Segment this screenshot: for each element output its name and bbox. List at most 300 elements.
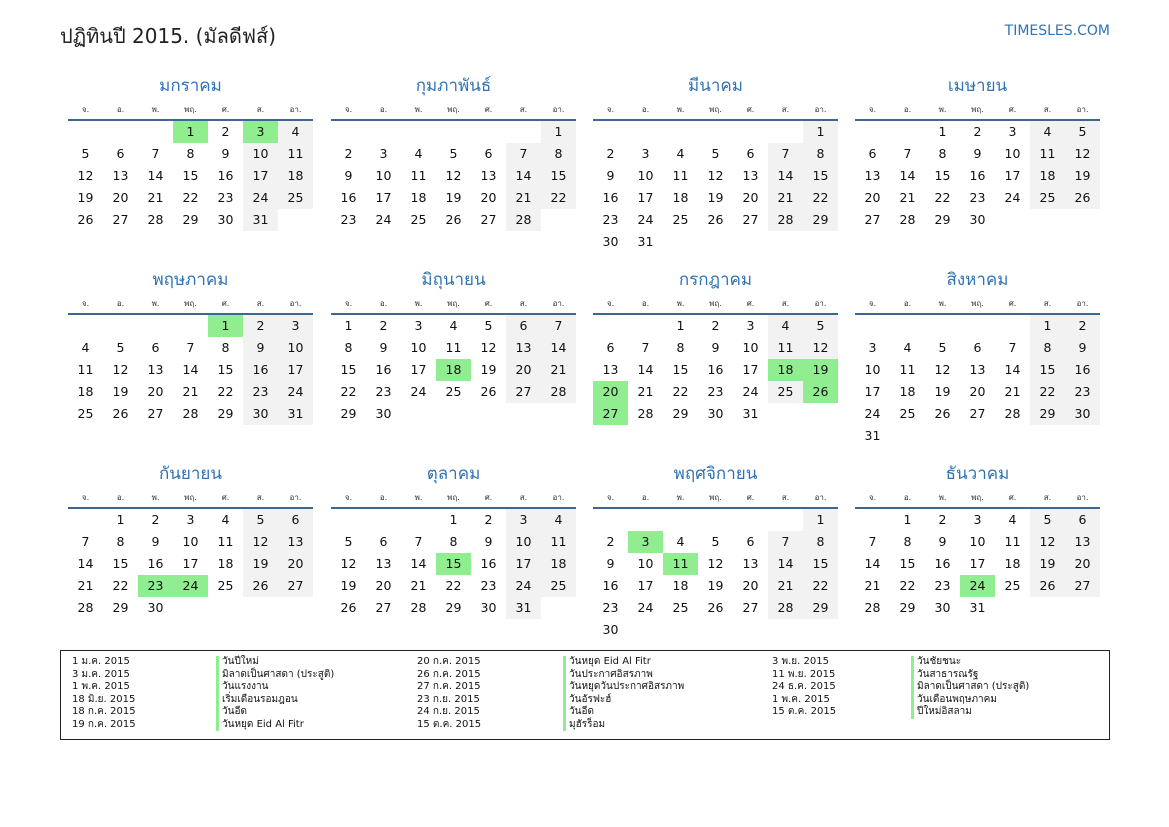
day-cell: 17 xyxy=(637,578,654,593)
weekday-label: อ. xyxy=(641,299,650,308)
weekday-label: จ. xyxy=(344,105,353,114)
day-cell: 2 xyxy=(711,318,720,333)
holiday-name: วันอัรฟะฮ์ xyxy=(563,694,611,707)
day-cell: 17 xyxy=(742,362,759,377)
day-cell: 2 xyxy=(606,534,615,549)
day-cell: 8 xyxy=(1030,337,1065,359)
day-cell: 14 xyxy=(899,168,916,183)
day-cell: 7 xyxy=(541,315,576,337)
day-cell: 27 xyxy=(864,212,881,227)
weekday-label: ศ. xyxy=(484,299,493,308)
holiday-date: 18 มิ.ย. 2015 xyxy=(72,693,136,705)
day-cell: 25 xyxy=(77,406,94,421)
day-cell: 10 xyxy=(410,340,427,355)
day-cell: 13 xyxy=(375,556,392,571)
weekday-label: จ. xyxy=(868,299,877,308)
month-name: กุมภาพันธ์ xyxy=(415,76,492,96)
holiday-name: มิลาดเป็นศาสดา (ประสูติ) xyxy=(216,669,334,682)
day-cell: 2 xyxy=(973,124,982,139)
day-cell: 23 xyxy=(480,578,497,593)
day-cell: 20 xyxy=(112,190,129,205)
holiday-day-cell: 24 xyxy=(960,575,995,597)
day-cell: 13 xyxy=(112,168,129,183)
weekday-label: จ. xyxy=(81,105,90,114)
day-cell: 14 xyxy=(864,556,881,571)
weekday-label: อา. xyxy=(1076,299,1089,308)
weekday-label: พฤ. xyxy=(709,299,722,308)
day-cell: 19 xyxy=(1065,165,1100,187)
day-cell: 9 xyxy=(243,337,278,359)
weekday-label: อา. xyxy=(289,105,302,114)
day-cell: 22 xyxy=(672,384,689,399)
weekday-label: พฤ. xyxy=(184,493,197,502)
holiday-date: 15 ต.ค. 2015 xyxy=(417,718,482,730)
weekday-label: พ. xyxy=(938,493,947,502)
day-cell: 26 xyxy=(1065,187,1100,209)
day-cell: 3 xyxy=(186,512,195,527)
day-cell: 25 xyxy=(445,384,462,399)
day-cell: 27 xyxy=(506,381,541,403)
weekday-label: จ. xyxy=(868,105,877,114)
holiday-name: มิลาดเป็นศาสดา (ประสูติ) xyxy=(911,681,1029,694)
page-title: ปฏิทินปี 2015. (มัลดีฟส์) xyxy=(60,24,277,48)
weekday-label: ส. xyxy=(1043,493,1052,502)
day-cell: 21 xyxy=(637,384,654,399)
holiday-name: ปีใหม่อิสลาม xyxy=(911,706,972,719)
day-cell: 11 xyxy=(1004,534,1021,549)
weekday-label: ศ. xyxy=(221,493,230,502)
day-cell: 18 xyxy=(77,384,94,399)
day-cell: 5 xyxy=(116,340,125,355)
day-cell: 15 xyxy=(803,165,838,187)
day-cell: 9 xyxy=(938,534,947,549)
day-cell: 14 xyxy=(410,556,427,571)
day-cell: 31 xyxy=(864,428,881,443)
day-cell: 10 xyxy=(375,168,392,183)
header-divider xyxy=(331,119,576,121)
day-cell: 23 xyxy=(340,212,357,227)
weekday-label: พ. xyxy=(676,493,685,502)
weekday-label: จ. xyxy=(606,493,615,502)
day-cell: 1 xyxy=(449,512,458,527)
day-cell: 24 xyxy=(243,187,278,209)
day-cell: 26 xyxy=(243,575,278,597)
day-cell: 4 xyxy=(81,340,90,355)
day-cell: 29 xyxy=(934,212,951,227)
day-cell: 3 xyxy=(868,340,877,355)
day-cell: 22 xyxy=(541,187,576,209)
holiday-day-cell: 27 xyxy=(593,403,628,425)
weekday-label: พฤ. xyxy=(971,493,984,502)
holiday-name: วันชัยชนะ xyxy=(911,656,961,669)
day-cell: 6 xyxy=(278,509,313,531)
day-cell: 8 xyxy=(186,146,195,161)
day-cell: 9 xyxy=(973,146,982,161)
day-cell: 8 xyxy=(803,143,838,165)
day-cell: 23 xyxy=(375,384,392,399)
holiday-date: 1 ม.ค. 2015 xyxy=(72,656,130,667)
day-cell: 28 xyxy=(768,209,803,231)
day-cell: 28 xyxy=(410,600,427,615)
day-cell: 11 xyxy=(77,362,94,377)
day-cell: 7 xyxy=(768,143,803,165)
holiday-date: 20 ก.ค. 2015 xyxy=(417,656,481,667)
day-cell: 7 xyxy=(903,146,912,161)
day-cell: 26 xyxy=(480,384,497,399)
day-cell: 27 xyxy=(742,600,759,615)
day-cell: 9 xyxy=(151,534,160,549)
day-cell: 12 xyxy=(707,556,724,571)
day-cell: 16 xyxy=(602,190,619,205)
day-cell: 23 xyxy=(602,600,619,615)
day-cell: 10 xyxy=(278,337,313,359)
day-cell: 15 xyxy=(340,362,357,377)
day-cell: 18 xyxy=(672,578,689,593)
weekday-label: จ. xyxy=(606,299,615,308)
day-cell: 10 xyxy=(742,340,759,355)
day-cell: 6 xyxy=(606,340,615,355)
day-cell: 16 xyxy=(602,578,619,593)
day-cell: 16 xyxy=(243,359,278,381)
day-cell: 30 xyxy=(602,622,619,637)
day-cell: 5 xyxy=(344,534,353,549)
holiday-day-cell: 3 xyxy=(628,531,663,553)
day-cell: 1 xyxy=(903,512,912,527)
month-name: พฤษภาคม xyxy=(152,270,229,290)
day-cell: 7 xyxy=(414,534,423,549)
day-cell: 6 xyxy=(151,340,160,355)
day-cell: 8 xyxy=(903,534,912,549)
day-cell: 28 xyxy=(1004,406,1021,421)
day-cell: 20 xyxy=(147,384,164,399)
weekday-label: พ. xyxy=(938,299,947,308)
day-cell: 25 xyxy=(1004,578,1021,593)
day-cell: 6 xyxy=(973,340,982,355)
day-cell: 4 xyxy=(1008,512,1017,527)
day-cell: 28 xyxy=(768,597,803,619)
day-cell: 23 xyxy=(969,190,986,205)
weekday-label: พ. xyxy=(151,493,160,502)
weekday-label: อา. xyxy=(552,299,565,308)
day-cell: 28 xyxy=(637,406,654,421)
holiday-date: 3 พ.ย. 2015 xyxy=(772,656,829,667)
holiday-day-cell: 26 xyxy=(803,381,838,403)
day-cell: 26 xyxy=(707,600,724,615)
day-cell: 10 xyxy=(506,531,541,553)
day-cell: 11 xyxy=(445,340,462,355)
day-cell: 16 xyxy=(147,556,164,571)
day-cell: 26 xyxy=(1030,575,1065,597)
month-block xyxy=(331,460,576,635)
weekday-label: พ. xyxy=(676,299,685,308)
weekday-label: ศ. xyxy=(746,299,755,308)
day-cell: 3 xyxy=(414,318,423,333)
weekday-label: อ. xyxy=(903,105,912,114)
month-block xyxy=(68,72,313,247)
day-cell: 3 xyxy=(641,146,650,161)
day-cell: 2 xyxy=(606,146,615,161)
weekday-label: อ. xyxy=(379,299,388,308)
day-cell: 2 xyxy=(938,512,947,527)
day-cell: 6 xyxy=(116,146,125,161)
weekday-label: อ. xyxy=(379,105,388,114)
day-cell: 3 xyxy=(506,509,541,531)
day-cell: 25 xyxy=(217,578,234,593)
day-cell: 11 xyxy=(541,531,576,553)
day-cell: 23 xyxy=(602,212,619,227)
day-cell: 4 xyxy=(768,315,803,337)
weekday-label: พฤ. xyxy=(709,493,722,502)
day-cell: 21 xyxy=(506,187,541,209)
day-cell: 12 xyxy=(77,168,94,183)
month-name: มิถุนายน xyxy=(421,270,486,290)
day-cell: 31 xyxy=(243,209,278,231)
day-cell: 26 xyxy=(340,600,357,615)
day-cell: 11 xyxy=(672,168,689,183)
weekday-label: ศ. xyxy=(1008,299,1017,308)
holiday-day-cell: 18 xyxy=(768,359,803,381)
day-cell: 3 xyxy=(973,512,982,527)
holiday-date: 27 ก.ค. 2015 xyxy=(417,681,481,692)
holiday-date: 26 ก.ค. 2015 xyxy=(417,668,481,680)
weekday-label: อ. xyxy=(116,493,125,502)
weekday-label: ศ. xyxy=(1008,493,1017,502)
weekday-label: พ. xyxy=(414,299,423,308)
holiday-name: วันอีด xyxy=(216,706,247,719)
weekday-label: ส. xyxy=(519,493,528,502)
day-cell: 15 xyxy=(217,362,234,377)
day-cell: 30 xyxy=(934,600,951,615)
day-cell: 14 xyxy=(768,553,803,575)
holiday-date: 3 ม.ค. 2015 xyxy=(72,668,130,680)
holiday-date: 19 ก.ค. 2015 xyxy=(72,718,136,730)
day-cell: 28 xyxy=(506,209,541,231)
day-cell: 1 xyxy=(344,318,353,333)
weekday-label: ส. xyxy=(781,299,790,308)
weekday-label: ส. xyxy=(256,105,265,114)
weekday-label: อา. xyxy=(552,105,565,114)
day-cell: 11 xyxy=(410,168,427,183)
weekday-label: พ. xyxy=(151,105,160,114)
day-cell: 29 xyxy=(112,600,129,615)
weekday-label: พ. xyxy=(151,299,160,308)
month-name: ตุลาคม xyxy=(426,464,481,484)
holiday-name: วันแรงงาน xyxy=(216,681,268,694)
day-cell: 30 xyxy=(1065,403,1100,425)
day-cell: 9 xyxy=(484,534,493,549)
day-cell: 19 xyxy=(112,384,129,399)
month-block xyxy=(331,72,576,247)
day-cell: 16 xyxy=(934,556,951,571)
day-cell: 12 xyxy=(707,168,724,183)
day-cell: 17 xyxy=(278,359,313,381)
day-cell: 21 xyxy=(147,190,164,205)
day-cell: 8 xyxy=(344,340,353,355)
day-cell: 22 xyxy=(217,384,234,399)
day-cell: 24 xyxy=(742,384,759,399)
day-cell: 20 xyxy=(864,190,881,205)
day-cell: 13 xyxy=(1065,531,1100,553)
month-block xyxy=(855,72,1100,247)
day-cell: 29 xyxy=(340,406,357,421)
day-cell: 13 xyxy=(969,362,986,377)
day-cell: 15 xyxy=(899,556,916,571)
day-cell: 23 xyxy=(707,384,724,399)
weekday-label: จ. xyxy=(81,299,90,308)
weekday-label: พฤ. xyxy=(184,299,197,308)
day-cell: 18 xyxy=(899,384,916,399)
day-cell: 6 xyxy=(379,534,388,549)
day-cell: 18 xyxy=(541,553,576,575)
day-cell: 8 xyxy=(221,340,230,355)
day-cell: 21 xyxy=(864,578,881,593)
day-cell: 27 xyxy=(147,406,164,421)
day-cell: 20 xyxy=(506,359,541,381)
weekday-label: อา. xyxy=(1076,493,1089,502)
day-cell: 9 xyxy=(379,340,388,355)
day-cell: 18 xyxy=(1030,165,1065,187)
day-cell: 1 xyxy=(116,512,125,527)
day-cell: 19 xyxy=(480,362,497,377)
day-cell: 22 xyxy=(340,384,357,399)
holiday-date: 1 พ.ค. 2015 xyxy=(72,681,130,692)
day-cell: 12 xyxy=(340,556,357,571)
holiday-day-cell: 15 xyxy=(436,553,471,575)
day-cell: 29 xyxy=(803,209,838,231)
weekday-label: พฤ. xyxy=(971,299,984,308)
day-cell: 11 xyxy=(899,362,916,377)
day-cell: 30 xyxy=(217,212,234,227)
day-cell: 22 xyxy=(112,578,129,593)
day-cell: 13 xyxy=(278,531,313,553)
day-cell: 3 xyxy=(379,146,388,161)
day-cell: 10 xyxy=(864,362,881,377)
day-cell: 27 xyxy=(742,212,759,227)
day-cell: 24 xyxy=(637,600,654,615)
holiday-name: เริ่มเดือนรอมฎอน xyxy=(216,694,298,707)
weekday-label: ส. xyxy=(1043,105,1052,114)
month-name: พฤศจิกายน xyxy=(673,464,758,484)
month-name: กรกฎาคม xyxy=(678,270,753,290)
day-cell: 29 xyxy=(217,406,234,421)
day-cell: 14 xyxy=(1004,362,1021,377)
weekday-label: จ. xyxy=(81,493,90,502)
day-cell: 24 xyxy=(410,384,427,399)
day-cell: 19 xyxy=(77,190,94,205)
day-cell: 16 xyxy=(707,362,724,377)
day-cell: 15 xyxy=(803,553,838,575)
day-cell: 4 xyxy=(449,318,458,333)
holiday-date: 24 ธ.ค. 2015 xyxy=(772,681,836,692)
day-cell: 2 xyxy=(379,318,388,333)
day-cell: 6 xyxy=(868,146,877,161)
day-cell: 27 xyxy=(112,212,129,227)
day-cell: 2 xyxy=(151,512,160,527)
weekday-label: พ. xyxy=(676,105,685,114)
day-cell: 29 xyxy=(445,600,462,615)
day-cell: 20 xyxy=(742,190,759,205)
day-cell: 17 xyxy=(375,190,392,205)
day-cell: 8 xyxy=(116,534,125,549)
day-cell: 23 xyxy=(217,190,234,205)
month-block xyxy=(68,266,313,441)
day-cell: 31 xyxy=(742,406,759,421)
day-cell: 29 xyxy=(182,212,199,227)
day-cell: 25 xyxy=(672,212,689,227)
day-cell: 7 xyxy=(151,146,160,161)
weekday-label: พฤ. xyxy=(184,105,197,114)
site-link[interactable]: TIMESLES.COM xyxy=(1004,23,1110,39)
weekday-label: พฤ. xyxy=(447,105,460,114)
holiday-day-cell: 24 xyxy=(173,575,208,597)
month-name: มีนาคม xyxy=(688,76,743,96)
weekday-label: พฤ. xyxy=(971,105,984,114)
holiday-day-cell: 18 xyxy=(436,359,471,381)
day-cell: 14 xyxy=(147,168,164,183)
day-cell: 30 xyxy=(707,406,724,421)
day-cell: 1 xyxy=(541,121,576,143)
day-cell: 28 xyxy=(864,600,881,615)
weekday-label: พฤ. xyxy=(447,493,460,502)
day-cell: 17 xyxy=(864,384,881,399)
weekday-label: พฤ. xyxy=(709,105,722,114)
weekday-label: พ. xyxy=(938,105,947,114)
day-cell: 4 xyxy=(903,340,912,355)
day-cell: 26 xyxy=(77,212,94,227)
day-cell: 17 xyxy=(637,190,654,205)
day-cell: 24 xyxy=(506,575,541,597)
day-cell: 17 xyxy=(243,165,278,187)
day-cell: 16 xyxy=(217,168,234,183)
day-cell: 1 xyxy=(1030,315,1065,337)
day-cell: 5 xyxy=(803,315,838,337)
weekday-label: ศ. xyxy=(746,493,755,502)
day-cell: 4 xyxy=(414,146,423,161)
day-cell: 18 xyxy=(217,556,234,571)
holiday-day-cell: 19 xyxy=(803,359,838,381)
day-cell: 9 xyxy=(1065,337,1100,359)
holiday-name: วันหยุด Eid Al Fitr xyxy=(563,656,651,669)
weekday-label: อ. xyxy=(116,105,125,114)
day-cell: 6 xyxy=(484,146,493,161)
weekday-label: อ. xyxy=(116,299,125,308)
holiday-day-cell: 1 xyxy=(208,315,243,337)
weekday-label: อ. xyxy=(641,493,650,502)
month-name: มกราคม xyxy=(159,76,222,96)
day-cell: 25 xyxy=(541,575,576,597)
day-cell: 7 xyxy=(868,534,877,549)
day-cell: 12 xyxy=(112,362,129,377)
day-cell: 30 xyxy=(375,406,392,421)
weekday-label: ศ. xyxy=(484,493,493,502)
day-cell: 15 xyxy=(1030,359,1065,381)
holiday-day-cell: 20 xyxy=(593,381,628,403)
month-block xyxy=(68,460,313,635)
day-cell: 22 xyxy=(182,190,199,205)
day-cell: 15 xyxy=(541,165,576,187)
weekday-label: ส. xyxy=(1043,299,1052,308)
day-cell: 17 xyxy=(410,362,427,377)
day-cell: 28 xyxy=(541,381,576,403)
day-cell: 21 xyxy=(899,190,916,205)
day-cell: 8 xyxy=(803,531,838,553)
day-cell: 1 xyxy=(803,121,838,143)
day-cell: 25 xyxy=(1030,187,1065,209)
day-cell: 4 xyxy=(676,534,685,549)
day-cell: 21 xyxy=(77,578,94,593)
day-cell: 6 xyxy=(1065,509,1100,531)
day-cell: 27 xyxy=(375,600,392,615)
